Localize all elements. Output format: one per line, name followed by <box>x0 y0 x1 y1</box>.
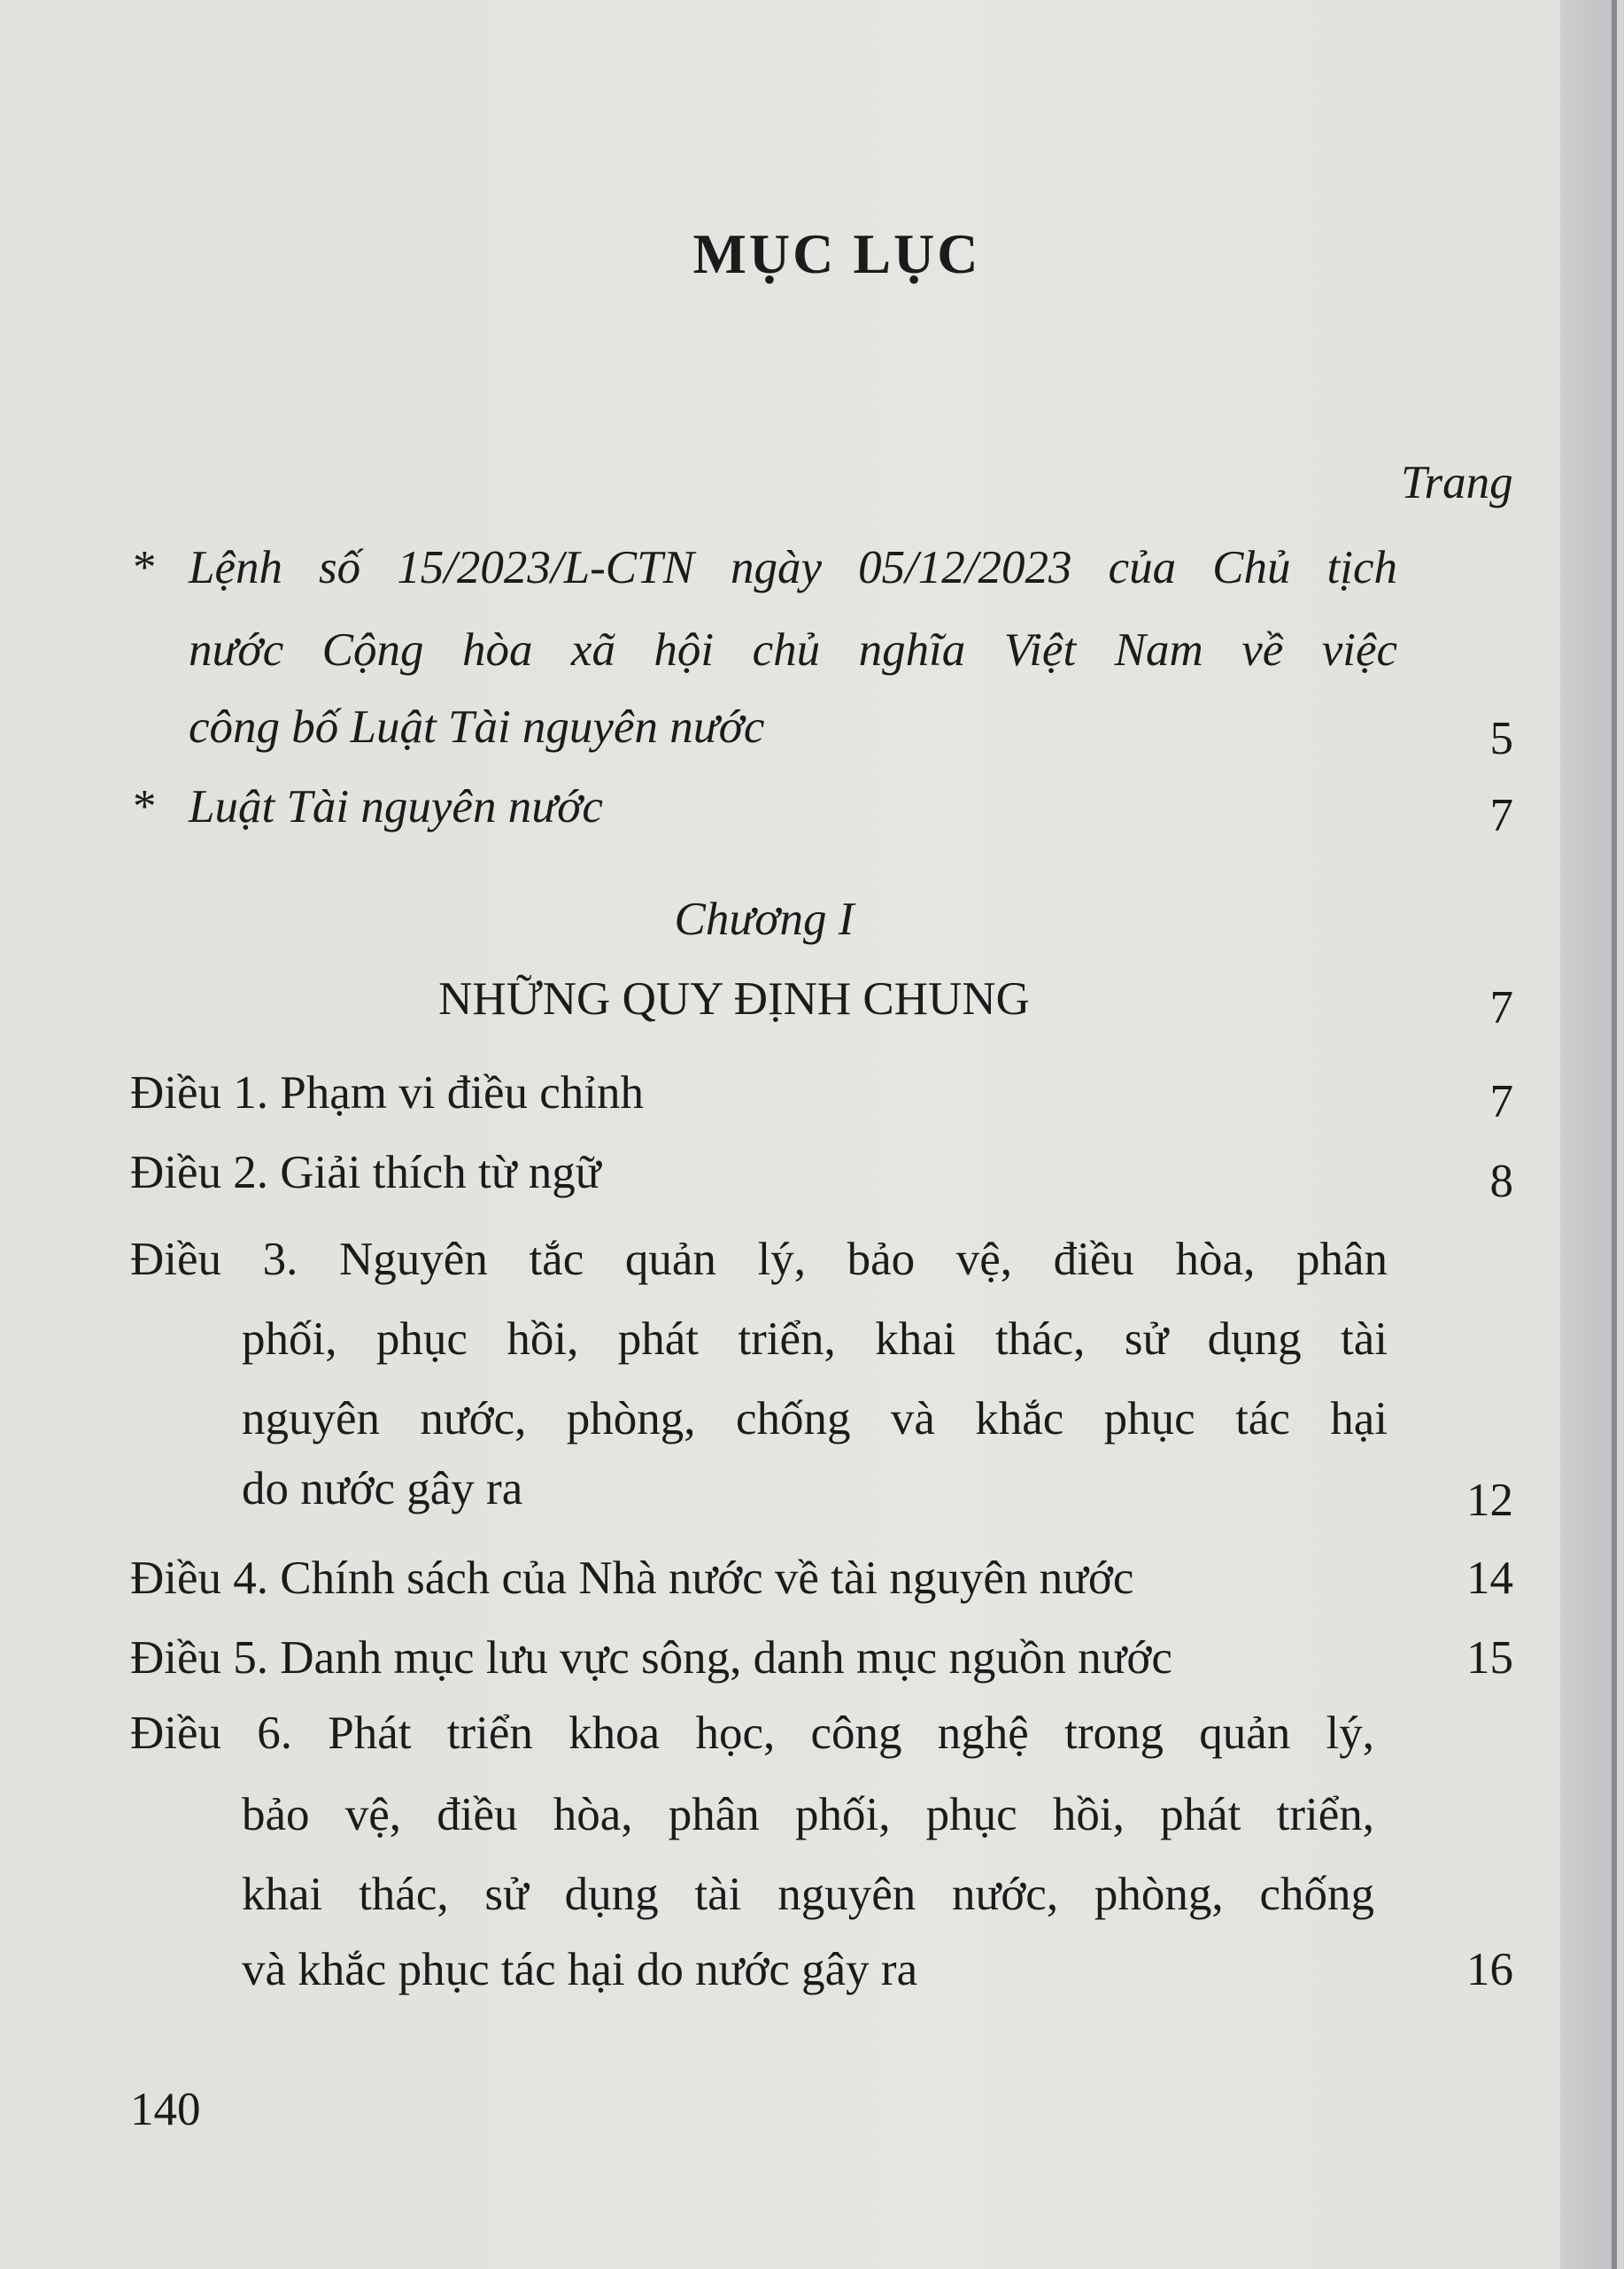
toc-page-number: 5 <box>1489 713 1513 764</box>
page-column-label: Trang <box>1401 457 1513 508</box>
toc-article: Điều 6. Phát triển khoa học, công nghệ trong quản lý, <box>130 1708 1374 1759</box>
toc-article: Điều 3. Nguyên tắc quản lý, bảo vệ, điều hòa, phân <box>130 1234 1388 1285</box>
toc-page-number: 7 <box>1489 790 1513 841</box>
toc-article: Điều 5. Danh mục lưu vực sông, danh mục nguồn nước <box>130 1632 1172 1684</box>
bullet: * <box>133 781 157 832</box>
toc-page-number: 14 <box>1466 1553 1513 1604</box>
toc-page-number: 15 <box>1466 1632 1513 1684</box>
toc-article: Điều 2. Giải thích từ ngữ <box>130 1147 601 1198</box>
page-edge <box>1560 0 1612 2269</box>
toc-article-line: khai thác, sử dụng tài nguyên nước, phòng, chống <box>242 1869 1374 1920</box>
toc-article-line: và khắc phục tác hại do nước gây ra <box>242 1944 918 1995</box>
page-edge-outer <box>1617 0 1624 2269</box>
toc-page-number: 7 <box>1489 982 1513 1034</box>
toc-article-line: do nước gây ra <box>242 1463 523 1514</box>
toc-article-line: bảo vệ, điều hòa, phân phối, phục hồi, phát triển, <box>242 1789 1374 1840</box>
toc-article-line: phối, phục hồi, phát triển, khai thác, sử dụng tài <box>242 1313 1388 1365</box>
toc-page-number: 16 <box>1466 1944 1513 1995</box>
toc-article: Điều 4. Chính sách của Nhà nước về tài nguyên nước <box>130 1553 1134 1604</box>
toc-page-number: 12 <box>1466 1475 1513 1526</box>
page-number: 140 <box>130 2084 201 2135</box>
chapter-title: NHỮNG QUY ĐỊNH CHUNG <box>438 973 1030 1025</box>
toc-page-number: 8 <box>1489 1156 1513 1207</box>
toc-entry-line: Lệnh số 15/2023/L-CTN ngày 05/12/2023 của Chủ tịch <box>189 542 1397 593</box>
toc-article: Điều 1. Phạm vi điều chỉnh <box>130 1067 644 1119</box>
toc-page-number: 7 <box>1489 1076 1513 1127</box>
toc-title: MỤC LỤC <box>692 222 981 285</box>
toc-entry-line: nước Cộng hòa xã hội chủ nghĩa Việt Nam về việc <box>189 624 1397 676</box>
toc-entry-line: công bố Luật Tài nguyên nước <box>189 701 765 753</box>
toc-entry-line: Luật Tài nguyên nước <box>189 781 603 832</box>
chapter-label: Chương I <box>674 894 855 945</box>
bullet: * <box>133 542 157 593</box>
toc-article-line: nguyên nước, phòng, chống và khắc phục tác hại <box>242 1393 1388 1444</box>
